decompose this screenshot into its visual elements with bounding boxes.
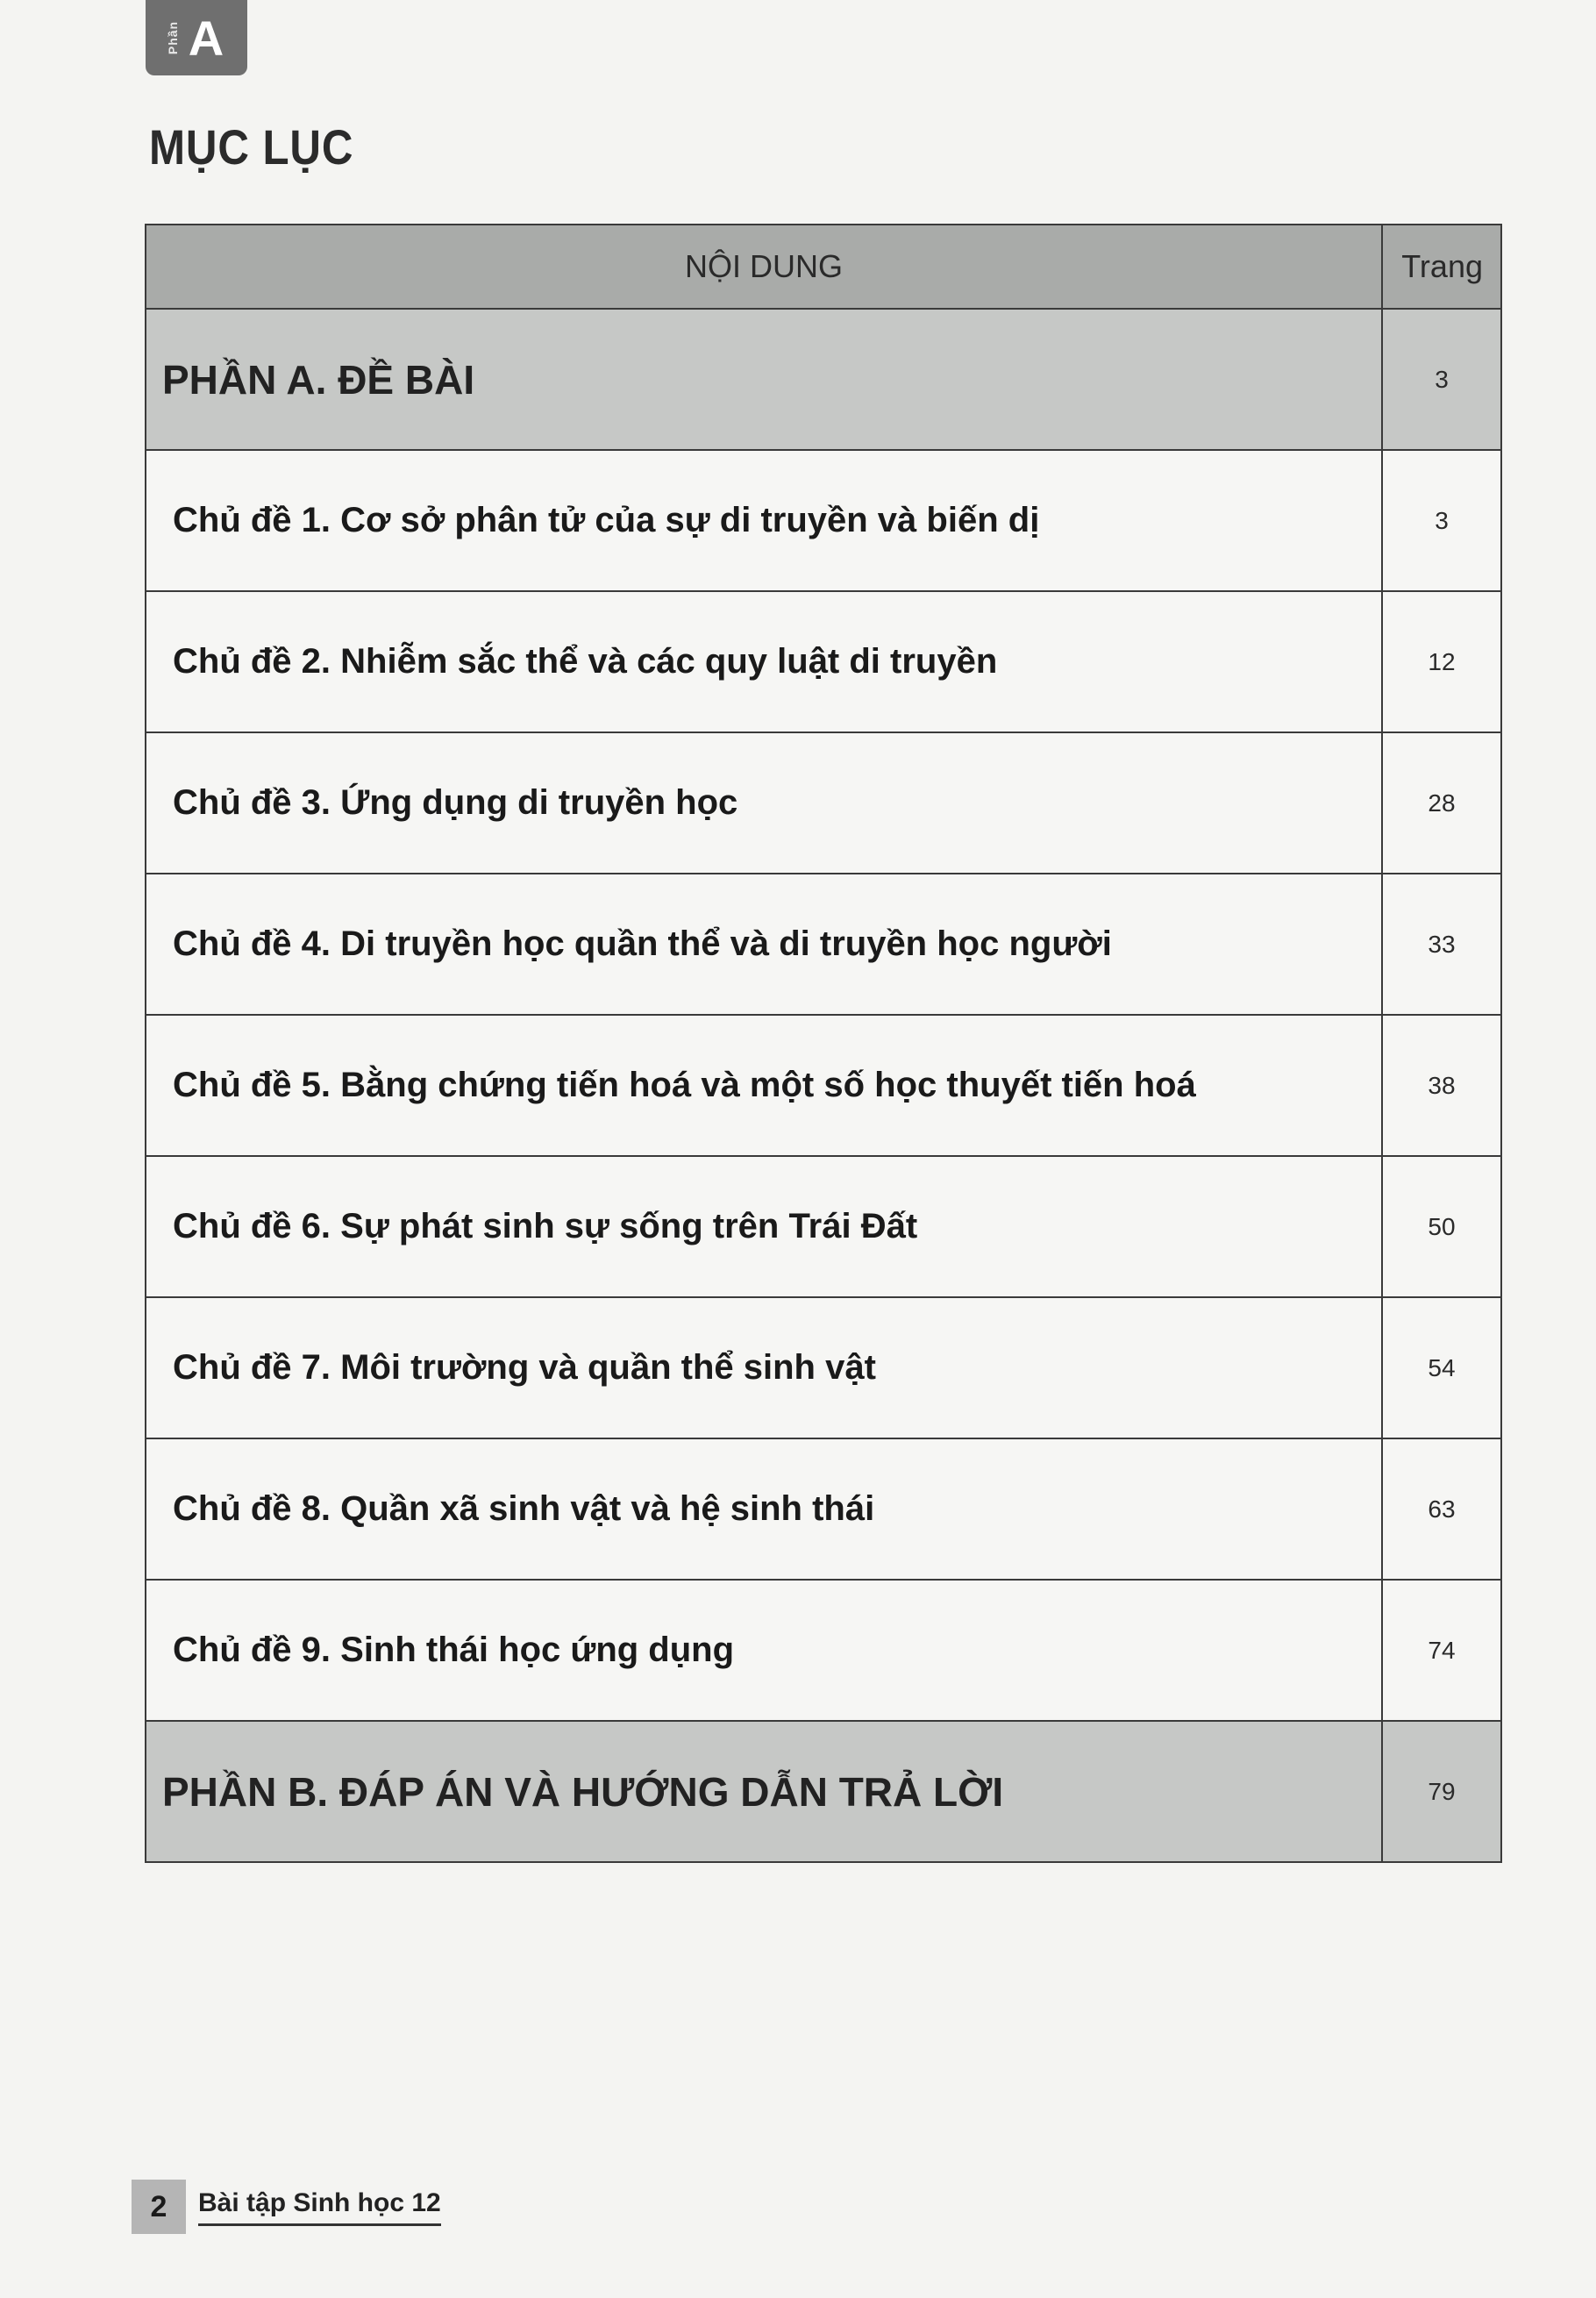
toc-row-page: 33	[1382, 874, 1501, 1015]
toc-row-label: PHẦN B. ĐÁP ÁN VÀ HƯỚNG DẪN TRẢ LỜI	[146, 1721, 1382, 1862]
toc-row-topic-3[interactable]	[146, 732, 1501, 874]
table-of-contents	[145, 224, 1502, 1863]
toc-row-page: 12	[1382, 591, 1501, 732]
header-page: Trang	[1382, 225, 1501, 309]
toc-row-label: Chủ đề 8. Quần xã sinh vật và hệ sinh thái	[146, 1438, 1382, 1580]
toc-row-page: 28	[1382, 732, 1501, 874]
toc-row-topic-9[interactable]	[146, 1580, 1501, 1721]
toc-row-label: Chủ đề 2. Nhiễm sắc thể và các quy luật di truyền	[146, 591, 1382, 732]
part-badge	[146, 0, 247, 75]
toc-row-page: 38	[1382, 1015, 1501, 1156]
toc-row-topic-5[interactable]	[146, 1015, 1501, 1156]
toc-row-page: 50	[1382, 1156, 1501, 1297]
toc-row-part-b[interactable]	[146, 1721, 1501, 1862]
table-header-row	[146, 225, 1501, 309]
toc-row-topic-2[interactable]	[146, 591, 1501, 732]
footer-page-number: 2	[132, 2180, 186, 2234]
part-badge-letter: A	[188, 10, 224, 66]
toc-row-topic-7[interactable]	[146, 1297, 1501, 1438]
toc-row-topic-8[interactable]	[146, 1438, 1501, 1580]
toc-row-label: Chủ đề 9. Sinh thái học ứng dụng	[146, 1580, 1382, 1721]
toc-row-label: Chủ đề 6. Sự phát sinh sự sống trên Trái Đất	[146, 1156, 1382, 1297]
page-footer	[132, 2180, 441, 2234]
toc-row-page: 3	[1382, 450, 1501, 591]
toc-row-topic-4[interactable]	[146, 874, 1501, 1015]
toc-row-label: Chủ đề 1. Cơ sở phân tử của sự di truyền và biến dị	[146, 450, 1382, 591]
toc-row-page: 54	[1382, 1297, 1501, 1438]
toc-row-part-a[interactable]	[146, 309, 1501, 450]
toc-row-page: 63	[1382, 1438, 1501, 1580]
footer-book-title: Bài tập Sinh học 12	[198, 2188, 441, 2226]
header-content: NỘI DUNG	[146, 225, 1382, 309]
toc-row-topic-6[interactable]	[146, 1156, 1501, 1297]
page-title: MỤC LỤC	[149, 119, 354, 175]
toc-row-label: Chủ đề 7. Môi trường và quần thể sinh vật	[146, 1297, 1382, 1438]
part-badge-prefix: Phần	[166, 20, 181, 55]
toc-row-label: Chủ đề 5. Bằng chứng tiến hoá và một số học thuyết tiến hoá	[146, 1015, 1382, 1156]
toc-row-page: 74	[1382, 1580, 1501, 1721]
toc-row-topic-1[interactable]	[146, 450, 1501, 591]
toc-row-page: 79	[1382, 1721, 1501, 1862]
toc-row-page: 3	[1382, 309, 1501, 450]
toc-row-label: Chủ đề 3. Ứng dụng di truyền học	[146, 732, 1382, 874]
toc-row-label: PHẦN A. ĐỀ BÀI	[146, 309, 1382, 450]
toc-row-label: Chủ đề 4. Di truyền học quần thể và di truyền học người	[146, 874, 1382, 1015]
